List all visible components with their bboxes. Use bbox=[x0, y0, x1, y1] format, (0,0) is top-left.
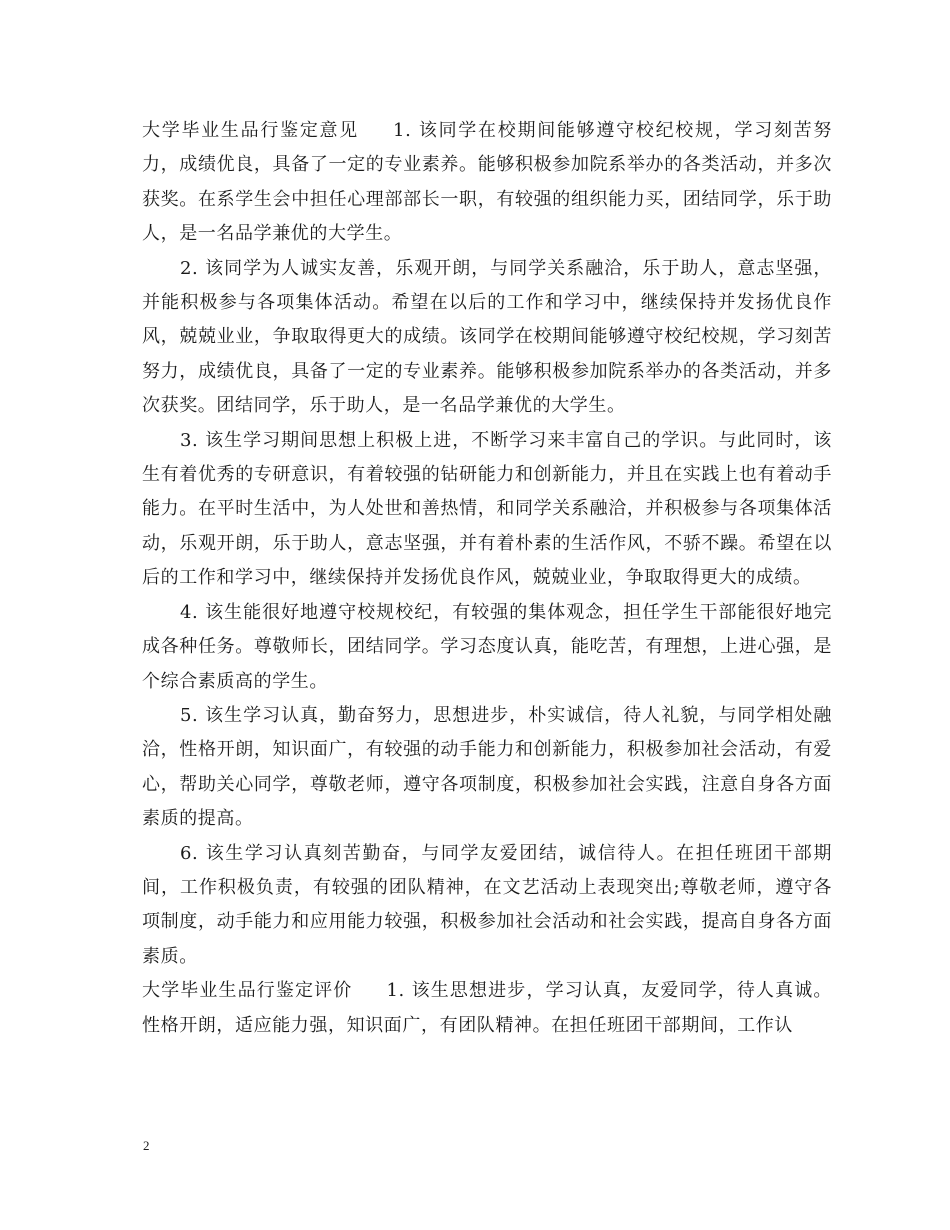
section2-title: 大学毕业生品行鉴定评价 bbox=[142, 980, 353, 1002]
section1-item-5: 5. 该生学习认真，勤奋努力，思想进步，朴实诚信，待人礼貌，与同学相处融洽，性格开朗，知识面广，有较强的动手能力和创新能力，积极参加社会活动，有爱心，帮助关心同学，尊敬老师，遵守各项制度，积极参加社会实践，注意自身各方面素质的提高。 bbox=[142, 704, 832, 830]
section1-item-2: 2. 该同学为人诚实友善，乐观开朗，与同学关系融洽，乐于助人，意志坚强，并能积极参与各项集体活动。希望在以后的工作和学习中，继续保持并发扬优良作风，兢兢业业，争取取得更大的成绩。该同学在校期间能够遵守校纪校规，学习刻苦努力，成绩优良，具备了一定的专业素养。能够积极参加院系举办的各类活动，并多次获奖。团结同学，乐于助人，是一名品学兼优的大学生。 bbox=[142, 257, 832, 417]
section1-item-6: 6. 该生学习认真刻苦勤奋，与同学友爱团结，诚信待人。在担任班团干部期间，工作积极负责，有较强的团队精神，在文艺活动上表现突出;尊敬老师，遵守各项制度，动手能力和应用能力较强，积极参加社会活动和社会实践，提高自身各方面素质。 bbox=[142, 842, 832, 967]
section1-item-4: 4. 该生能很好地遵守校规校纪，有较强的集体观念，担任学生干部能很好地完成各种任务。尊敬师长，团结同学。学习态度认真，能吃苦，有理想，上进心强，是个综合素质高的学生。 bbox=[142, 601, 832, 692]
section1-item-1: 1. 该同学在校期间能够遵守校纪校规，学习刻苦努力，成绩优良，具备了一定的专业素养。能够积极参加院系举办的各类活动，并多次获奖。在系学生会中担任心理部部长一职，有较强的组织能力买，团结同学，乐于助人，是一名品学兼优的大学生。 bbox=[142, 120, 832, 245]
document-body bbox=[142, 114, 832, 1043]
section1-title: 大学毕业生品行鉴定意见 bbox=[142, 120, 360, 141]
section1-first-paragraph bbox=[142, 114, 832, 252]
section2-item-1: 1. 该生思想进步，学习认真，友爱同学，待人真诚。性格开朗，适应能力强，知识面广，有团队精神。在担任班团干部期间，工作认 bbox=[142, 980, 832, 1036]
section2-first-paragraph bbox=[142, 974, 832, 1043]
section1-item-3: 3. 该生学习期间思想上积极上进，不断学习来丰富自己的学识。与此同时，该生有着优秀的专研意识，有着较强的钻研能力和创新能力，并且在实践上也有着动手能力。在平时生活中，为人处世和善热情，和同学关系融洽，并积极参与各项集体活动，乐观开朗，乐于助人，意志坚强，并有着朴素的生活作风，不骄不躁。希望在以后的工作和学习中，继续保持并发扬优良作风，兢兢业业，争取取得更大的成绩。 bbox=[142, 429, 832, 589]
page-number: 2 bbox=[143, 1138, 150, 1153]
